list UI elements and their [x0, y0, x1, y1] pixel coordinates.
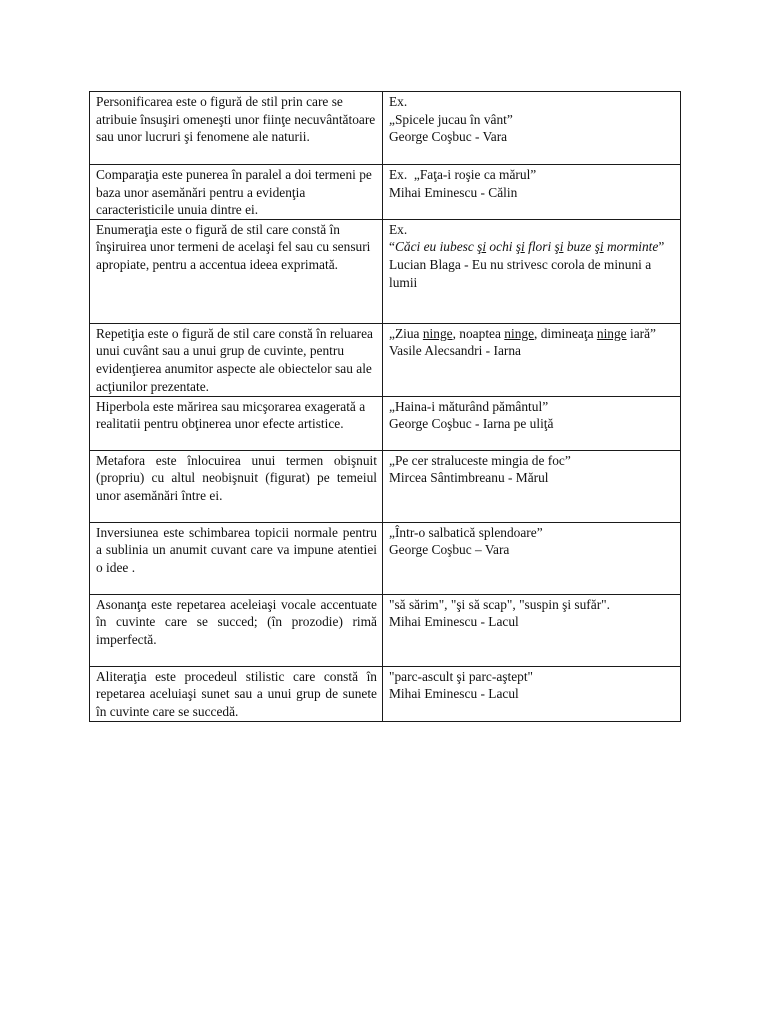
definition-text: Asonanţa este repetarea aceleiaşi vocale accentuate în cuvinte care se succed; (în prozodie) rimă imperfectă.	[96, 596, 377, 647]
definition-text: Hiperbola este mărirea sau micşorarea exagerată a realitatii pentru obţinerea unor efecte artistice.	[96, 398, 366, 432]
definition-cell	[90, 666, 383, 721]
quote-fragment: ochi	[486, 239, 516, 255]
example-cell	[383, 219, 681, 323]
quote-fragment: „Ziua	[389, 325, 423, 341]
example-quote: „Spicele jucau în vânt”	[389, 111, 513, 127]
example-label: Ex.	[389, 221, 408, 237]
definition-cell	[90, 219, 383, 323]
example-cell	[383, 666, 681, 721]
example-label: Ex.	[389, 94, 408, 109]
example-cell	[383, 323, 681, 396]
definition-text: Enumeraţia este o figură de stil care constă în înşiruirea unor termeni de acelaşi fel sau cu sensuri apropiate, pentru a accentua ideea exprimată.	[96, 221, 371, 272]
definition-cell	[90, 323, 383, 396]
example-quote: "să sărim", "şi să scap", "suspin şi sufăr".	[389, 596, 610, 612]
definition-cell	[90, 396, 383, 450]
example-cell	[383, 92, 681, 165]
definition-cell	[90, 450, 383, 522]
example-quote	[389, 325, 675, 343]
underlined-word: ninge	[596, 325, 627, 341]
quote-fragment: flori	[524, 239, 555, 255]
quote-fragment: Căci eu iubesc	[394, 239, 478, 255]
table-row	[90, 594, 681, 666]
definition-text: Inversiunea este schimbarea topicii normale pentru a sublinia un anumit cuvant care va impune atentiei o idee .	[96, 524, 377, 575]
example-source: George Coşbuc - Iarna pe uliţă	[389, 416, 554, 432]
quote-fragment: iară”	[626, 325, 656, 341]
underlined-word: şi	[594, 239, 604, 255]
definition-cell	[90, 522, 383, 594]
quote-fragment: morminte	[603, 239, 659, 255]
example-source: George Coşbuc - Vara	[389, 129, 508, 145]
quote-fragment: , dimineaţa	[534, 325, 597, 341]
example-cell	[383, 450, 681, 522]
table-row	[90, 396, 681, 450]
table-row	[90, 666, 681, 721]
table-row	[90, 165, 681, 220]
example-cell	[383, 594, 681, 666]
quote-mark: “	[389, 239, 395, 255]
example-quote: „Într-o salbatică splendoare”	[389, 524, 543, 540]
table-row	[90, 450, 681, 522]
quote-fragment: , noaptea	[452, 325, 505, 341]
definition-text: Comparaţia este punerea în paralel a doi termeni pe baza unor asemănări pentru a evidenţia caracteristicile unuia dintre ei.	[96, 167, 372, 218]
definition-text: Repetiţia este o figură de stil care constă în reluarea unui cuvânt sau a unui grup de cuvinte, pentru evidenţierea anumitor aspecte ale obiectelor sau ale acţiunilor prezentate.	[96, 325, 373, 394]
underlined-word: şi	[477, 239, 487, 255]
table-row	[90, 522, 681, 594]
example-quote: "parc-ascult şi parc-aştept"	[389, 668, 534, 684]
underlined-word: şi	[515, 239, 525, 255]
example-quote	[389, 238, 675, 256]
definition-text: Aliteraţia este procedeul stilistic care constă în repetarea aceluiaşi sunet sau a unui grup de sunete în cuvinte care se succedă.	[96, 668, 377, 719]
quote-mark: ”	[658, 239, 665, 255]
example-cell	[383, 522, 681, 594]
example-quote: „Pe cer straluceste mingia de foc”	[389, 452, 571, 468]
example-source: Mihai Eminescu - Călin	[389, 184, 518, 200]
quote-italic	[395, 239, 658, 254]
figures-of-speech-table	[89, 91, 681, 722]
example-source: Vasile Alecsandri - Iarna	[389, 343, 521, 359]
definition-cell	[90, 165, 383, 220]
example-quote: Ex. „Faţa-i roşie ca mărul”	[389, 167, 537, 182]
definition-cell	[90, 92, 383, 165]
example-cell	[383, 396, 681, 450]
definition-cell	[90, 594, 383, 666]
example-cell	[383, 165, 681, 220]
quote-fragment: buze	[563, 239, 595, 255]
example-source: Lucian Blaga - Eu nu strivesc corola de minuni a lumii	[389, 256, 652, 290]
underlined-word: ninge	[504, 325, 535, 341]
underlined-word: ninge	[422, 325, 453, 341]
table-row	[90, 219, 681, 323]
definition-text: Metafora este înlocuirea unui termen obişnuit (propriu) cu altul neobişnuit (figurat) pe temeiul unor asemănări între ei.	[96, 452, 377, 503]
definition-text: Personificarea este o figură de stil prin care se atribuie însuşiri omeneşti unor fiinţe necuvântătoare sau unor lucruri şi fenomene ale naturii.	[96, 94, 376, 145]
example-source: Mihai Eminescu - Lacul	[389, 614, 519, 630]
example-quote: „Haina-i măturând pământul”	[389, 398, 549, 414]
underlined-word: şi	[554, 239, 564, 255]
example-source: Mircea Sântimbreanu - Mărul	[389, 470, 549, 486]
table-row	[90, 323, 681, 396]
example-source: George Coşbuc – Vara	[389, 542, 510, 558]
table-row	[90, 92, 681, 165]
example-source: Mihai Eminescu - Lacul	[389, 686, 519, 702]
